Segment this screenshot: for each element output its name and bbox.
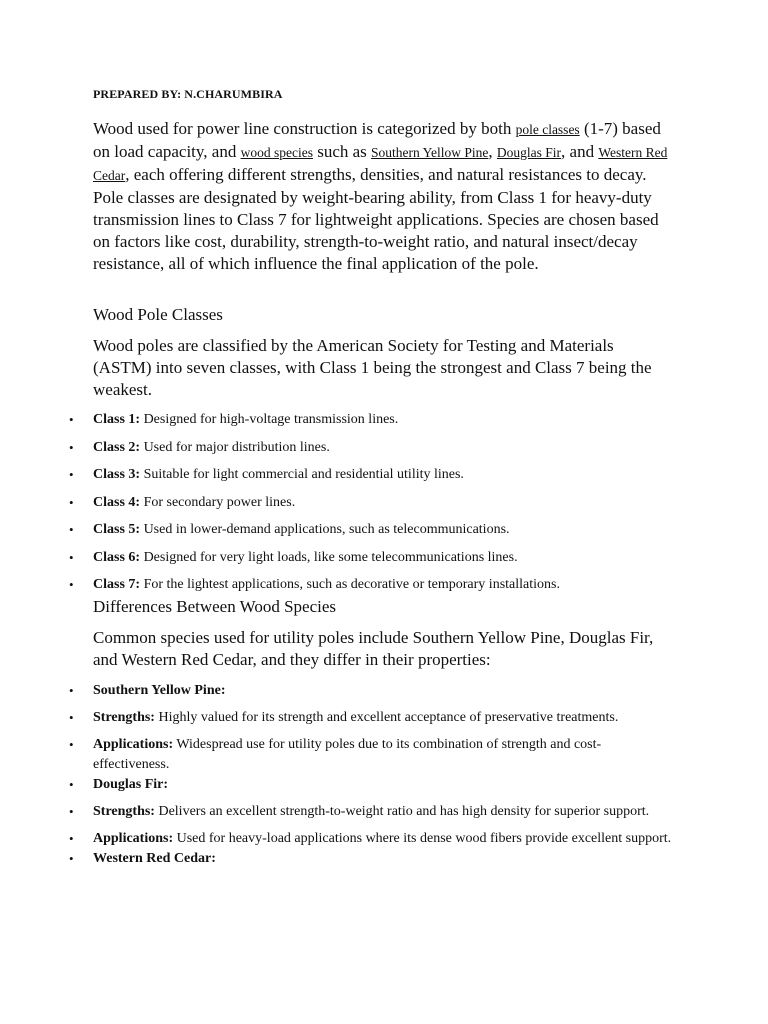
item-label: Douglas Fir: bbox=[93, 777, 169, 792]
intro-text: , each offering different strengths, densities, and natural resistances to decay. Pole classes are designated by weight-bearing ability, from Class 1 for heavy-duty transmission lines to Class 7 for lightweight applications. Species are chosen based on factors like cost, durability, strength-to-weight ratio, and natural insect/decay resistance, all of which influence the final application of the pole. bbox=[93, 165, 659, 273]
classes-paragraph: Wood poles are classified by the American Society for Testing and Materials (ASTM) into seven classes, with Class 1 being the strongest and Class 7 being the weakest. bbox=[93, 336, 652, 399]
item-label: Class 4: bbox=[93, 494, 141, 510]
list-item bbox=[93, 802, 673, 822]
item-label: Applications: bbox=[93, 737, 174, 752]
intro-text: such as bbox=[312, 142, 372, 161]
intro-text: , and bbox=[561, 142, 599, 161]
item-text: Used in lower-demand applications, such as telecommunications. bbox=[140, 522, 510, 537]
item-text: Used for heavy-load applications where its dense wood fibers provide excellent support. bbox=[173, 831, 672, 846]
list-item bbox=[93, 410, 673, 430]
species-list bbox=[93, 681, 673, 869]
list-item bbox=[93, 493, 673, 513]
class-list bbox=[93, 410, 673, 595]
item-label: Strengths: bbox=[93, 804, 155, 819]
item-text: Designed for very light loads, like some telecommunications lines. bbox=[140, 549, 518, 565]
item-text: For the lightest applications, such as decorative or temporary installations. bbox=[140, 577, 560, 592]
item-text: For secondary power lines. bbox=[140, 494, 296, 510]
item-label: Class 7: bbox=[93, 577, 141, 592]
item-label: Strengths: bbox=[93, 710, 155, 725]
intro-paragraph bbox=[93, 118, 673, 275]
intro-text: Wood used for power line construction is categorized by both bbox=[93, 119, 516, 138]
prepared-by-line: PREPARED BY: N.CHARUMBIRA bbox=[93, 87, 283, 101]
list-item bbox=[93, 708, 673, 728]
item-label: Class 3: bbox=[93, 467, 141, 482]
list-item bbox=[93, 681, 673, 701]
list-item bbox=[93, 735, 673, 775]
item-label: Class 6: bbox=[93, 549, 141, 565]
item-label: Class 5: bbox=[93, 522, 141, 537]
item-label: Southern Yellow Pine: bbox=[93, 683, 226, 698]
list-item bbox=[93, 465, 673, 485]
item-text: Highly valued for its strength and excellent acceptance of preservative treatments. bbox=[154, 710, 619, 725]
wood-pole-classes-heading: Wood Pole Classes bbox=[93, 305, 223, 324]
list-item bbox=[93, 829, 673, 849]
species-paragraph: Common species used for utility poles include Southern Yellow Pine, Douglas Fir, and Western Red Cedar, and they differ in their properties: bbox=[93, 628, 654, 669]
list-item bbox=[93, 520, 673, 540]
western-red-cedar-link[interactable]: Western Red Cedar bbox=[93, 145, 668, 183]
douglas-fir-link[interactable]: Douglas Fir bbox=[496, 145, 562, 160]
item-label: Western Red Cedar: bbox=[93, 851, 216, 866]
item-label: Applications: bbox=[93, 831, 174, 846]
list-item bbox=[93, 548, 673, 568]
list-item bbox=[93, 775, 673, 795]
intro-text: , bbox=[488, 142, 497, 161]
intro-text: (1-7) based on load capacity, and bbox=[93, 119, 661, 161]
southern-yellow-pine-link[interactable]: Southern Yellow Pine bbox=[371, 145, 489, 160]
list-item bbox=[93, 438, 673, 458]
list-item bbox=[93, 575, 673, 595]
item-label: Class 2: bbox=[93, 439, 141, 455]
item-text: Delivers an excellent strength-to-weight ratio and has high density for superior support. bbox=[154, 804, 650, 819]
item-text: Suitable for light commercial and residential utility lines. bbox=[140, 467, 464, 482]
item-label: Class 1: bbox=[93, 412, 141, 427]
item-text: Used for major distribution lines. bbox=[140, 439, 330, 455]
wood-species-link[interactable]: wood species bbox=[240, 145, 313, 160]
pole-classes-link[interactable]: pole classes bbox=[515, 122, 580, 137]
species-heading: Differences Between Wood Species bbox=[93, 597, 337, 616]
list-item bbox=[93, 849, 673, 869]
item-text: Widespread use for utility poles due to its combination of strength and cost-effectiveness. bbox=[93, 737, 602, 772]
item-text: Designed for high-voltage transmission lines. bbox=[140, 412, 399, 427]
